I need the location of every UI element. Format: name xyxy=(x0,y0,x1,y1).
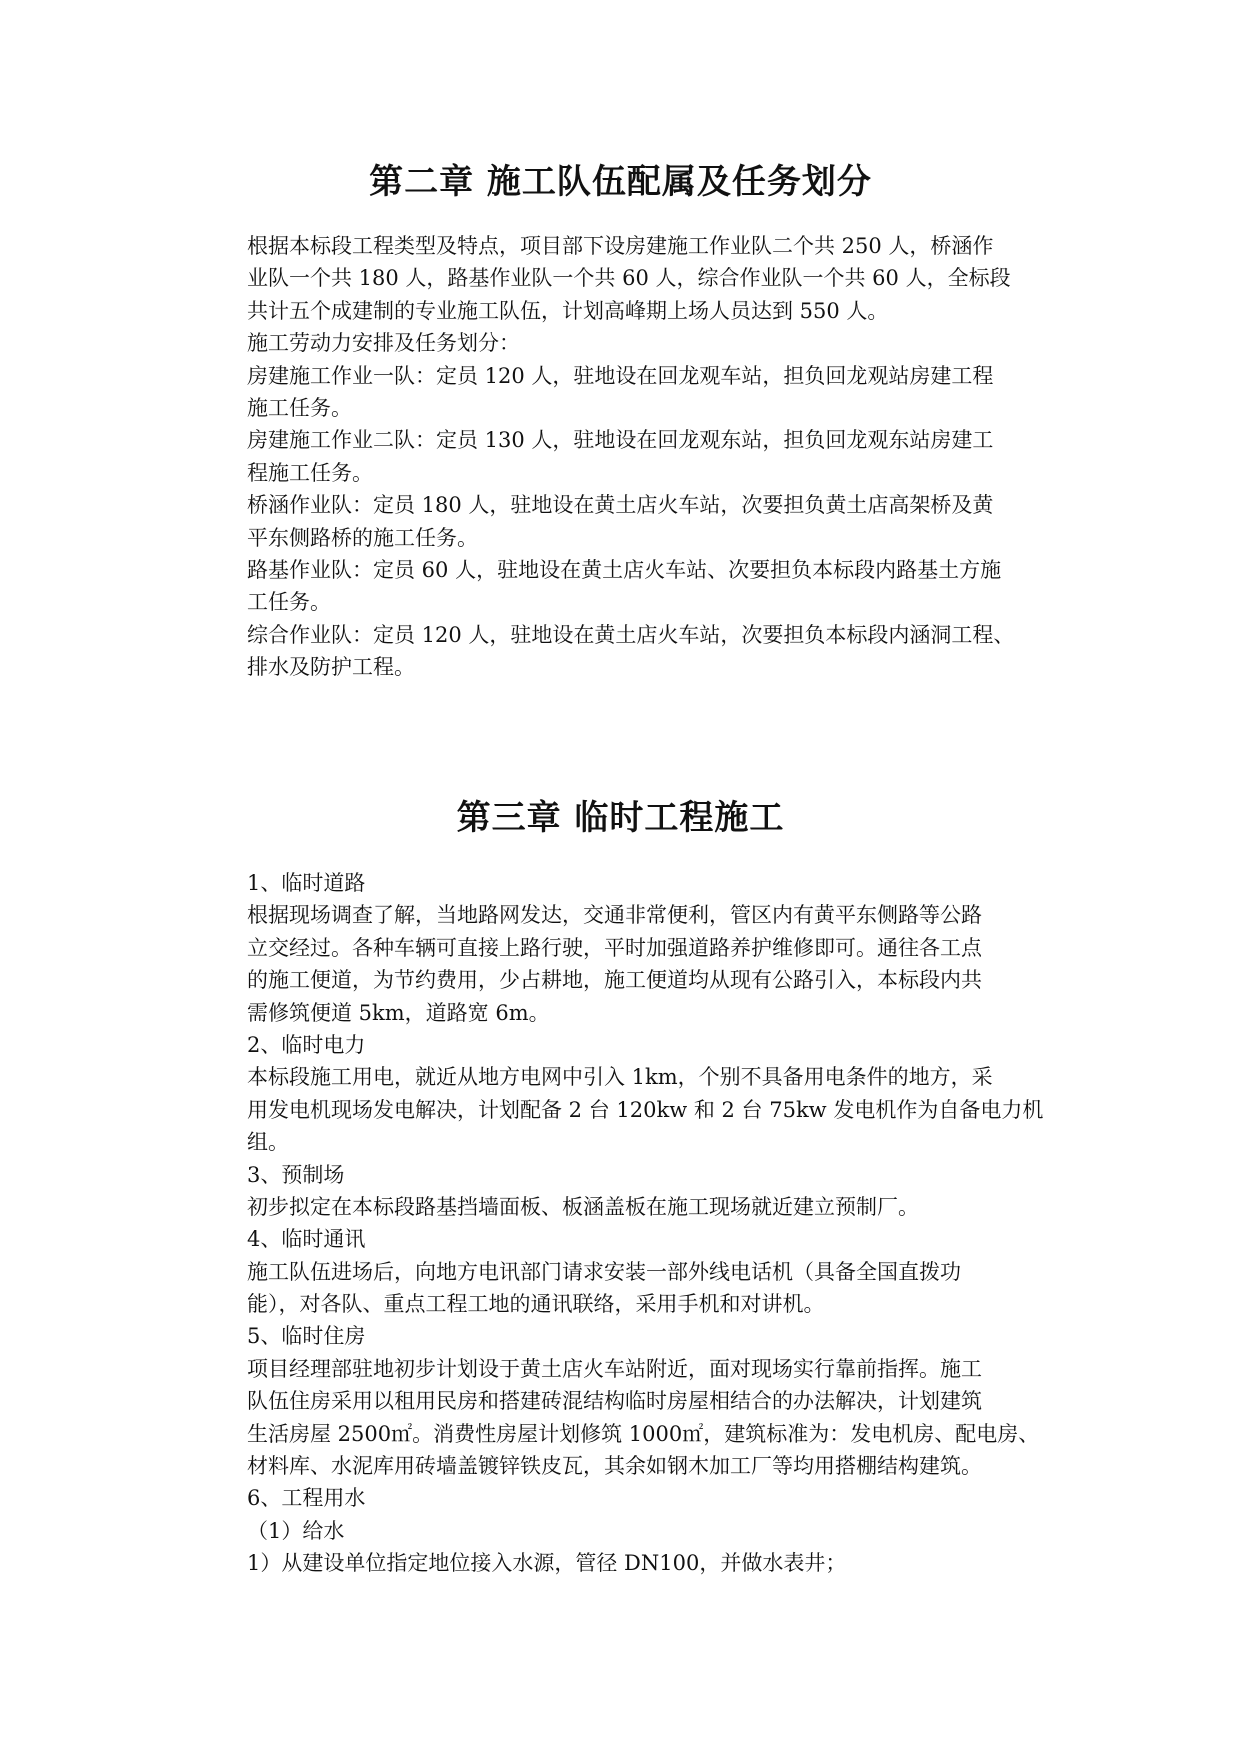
paragraph-line: 程施工任务。 xyxy=(247,460,373,485)
paragraph-line: 业队一个共 180 人，路基作业队一个共 60 人，综合作业队一个共 60 人，全标段 xyxy=(247,266,1011,291)
chapter-3-body xyxy=(247,867,1047,1580)
chapter-2-body xyxy=(247,230,1047,683)
paragraph-line: 综合作业队：定员 120 人，驻地设在黄土店火车站，次要担负本标段内涵洞工程、 xyxy=(247,622,1015,647)
paragraph-line: 工任务。 xyxy=(247,590,331,615)
paragraph-line: 立交经过。各种车辆可直接上路行驶，平时加强道路养护维修即可。通往各工点 xyxy=(247,935,982,960)
paragraph-line: 共计五个成建制的专业施工队伍，计划高峰期上场人员达到 550 人。 xyxy=(247,298,889,323)
paragraph-line: 根据本标段工程类型及特点，项目部下设房建施工作业队二个共 250 人，桥涵作 xyxy=(247,234,994,258)
paragraph-line: 生活房屋 2500㎡。消费性房屋计划修筑 1000㎡，建筑标准为：发电机房、配电房、 xyxy=(247,1421,1040,1446)
paragraph-line: 桥涵作业队：定员 180 人，驻地设在黄土店火车站，次要担负黄土店高架桥及黄 xyxy=(247,493,994,518)
paragraph-line: 本标段施工用电，就近从地方电网中引入 1km，个别不具备用电条件的地方，采 xyxy=(247,1065,993,1090)
paragraph-line: 施工队伍进场后，向地方电讯部门请求安装一部外线电话机（具备全国直拨功 xyxy=(247,1259,961,1284)
paragraph-line: 4、临时通讯 xyxy=(247,1227,366,1252)
paragraph-line: 房建施工作业一队：定员 120 人，驻地设在回龙观车站，担负回龙观站房建工程 xyxy=(247,363,994,388)
paragraph-line: 5、临时住房 xyxy=(247,1324,366,1349)
paragraph-line: 根据现场调查了解，当地路网发达，交通非常便利，管区内有黄平东侧路等公路 xyxy=(247,903,982,928)
paragraph-line: 组。 xyxy=(247,1130,289,1155)
paragraph-line: （1）给水 xyxy=(247,1518,345,1543)
paragraph-line: 项目经理部驻地初步计划设于黄土店火车站附近，面对现场实行靠前指挥。施工 xyxy=(247,1356,982,1381)
paragraph-line: 3、预制场 xyxy=(247,1162,345,1187)
paragraph-line: 施工任务。 xyxy=(247,395,352,420)
paragraph-line: 需修筑便道 5km，道路宽 6m。 xyxy=(247,1000,550,1025)
paragraph-line: 队伍住房采用以租用民房和搭建砖混结构临时房屋相结合的办法解决，计划建筑 xyxy=(247,1389,982,1414)
paragraph-line: 房建施工作业二队：定员 130 人，驻地设在回龙观东站，担负回龙观东站房建工 xyxy=(247,428,994,453)
paragraph-line: 路基作业队：定员 60 人，驻地设在黄土店火车站、次要担负本标段内路基土方施 xyxy=(247,557,1002,582)
paragraph-line: 材料库、水泥库用砖墙盖镀锌铁皮瓦，其余如钢木加工厂等均用搭棚结构建筑。 xyxy=(247,1454,982,1479)
paragraph-line: 施工劳动力安排及任务划分： xyxy=(247,331,520,356)
paragraph-line: 6、工程用水 xyxy=(247,1486,366,1511)
paragraph-line: 平东侧路桥的施工任务。 xyxy=(247,525,478,550)
paragraph-line: 1、临时道路 xyxy=(247,871,366,895)
chapter-2-title: 第二章 施工队伍配属及任务划分 xyxy=(369,162,872,202)
paragraph-line: 排水及防护工程。 xyxy=(247,655,415,680)
paragraph-line: 能），对各队、重点工程工地的通讯联络，采用手机和对讲机。 xyxy=(247,1292,825,1317)
paragraph-line: 的施工便道，为节约费用，少占耕地，施工便道均从现有公路引入，本标段内共 xyxy=(247,968,982,993)
chapter-3-title: 第三章 临时工程施工 xyxy=(456,798,785,838)
paragraph-line: 初步拟定在本标段路基挡墙面板、板涵盖板在施工现场就近建立预制厂。 xyxy=(247,1194,919,1219)
paragraph-line: 1）从建设单位指定地位接入水源，管径 DN100，并做水表井； xyxy=(247,1551,847,1576)
paragraph-line: 2、临时电力 xyxy=(247,1032,366,1057)
paragraph-line: 用发电机现场发电解决，计划配备 2 台 120kw 和 2 台 75kw 发电机作为自备电力机 xyxy=(247,1097,1044,1122)
